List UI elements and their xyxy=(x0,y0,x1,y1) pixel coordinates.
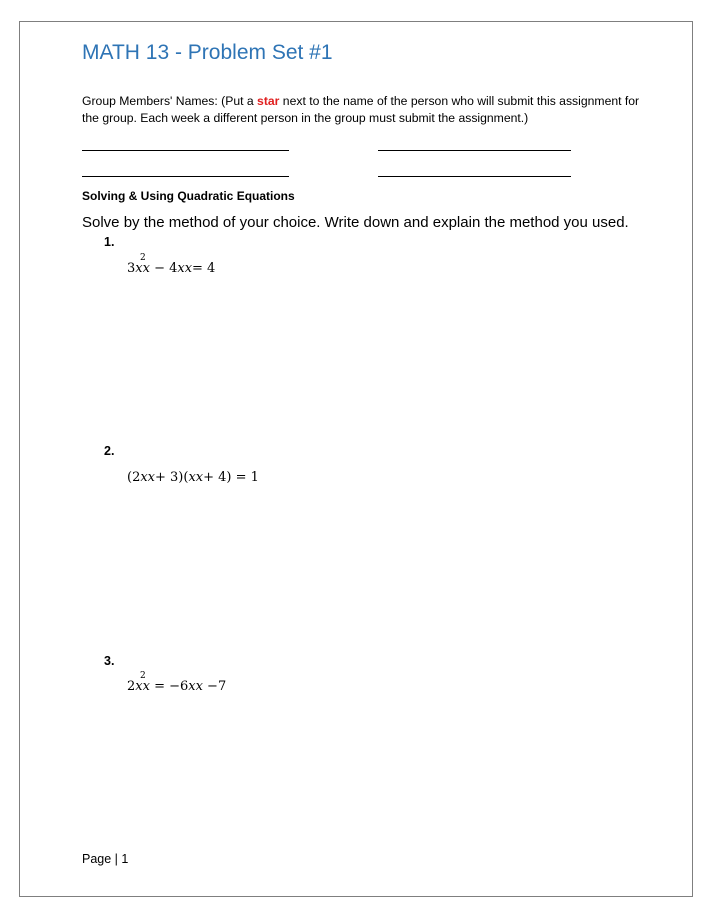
instructions-suffix: next to the name of the person who will submit this assignment for the group. Each week a different person in the group must submit the assignment.) xyxy=(82,94,640,125)
name-line-2[interactable] xyxy=(378,150,571,151)
name-line-1[interactable] xyxy=(82,150,289,151)
problem-exponent: 2 xyxy=(140,671,146,681)
problem-equation: 2𝑥𝑥 = −6𝑥𝑥 −7 xyxy=(127,679,227,694)
name-line-4[interactable] xyxy=(378,176,571,177)
directions-text: Solve by the method of your choice. Write down and explain the method you used. xyxy=(82,214,629,231)
instructions-prefix: Group Members' Names: (Put a xyxy=(82,94,258,108)
name-line-3[interactable] xyxy=(82,176,289,177)
section-heading: Solving & Using Quadratic Equations xyxy=(82,189,295,203)
problem-number: 2. xyxy=(104,444,115,458)
problem-equation: (2𝑥𝑥+ 3)(𝑥𝑥+ 4) = 1 xyxy=(127,470,259,485)
page-number-footer: Page | 1 xyxy=(82,852,129,866)
page-border xyxy=(19,21,693,897)
star-word: star xyxy=(257,94,280,108)
problem-number: 3. xyxy=(104,654,115,668)
problem-exponent: 2 xyxy=(140,253,146,263)
page-title: MATH 13 - Problem Set #1 xyxy=(82,41,333,64)
group-instructions xyxy=(82,93,642,127)
problem-equation: 3𝑥𝑥 − 4𝑥𝑥= 4 xyxy=(127,261,216,276)
problem-number: 1. xyxy=(104,235,115,249)
